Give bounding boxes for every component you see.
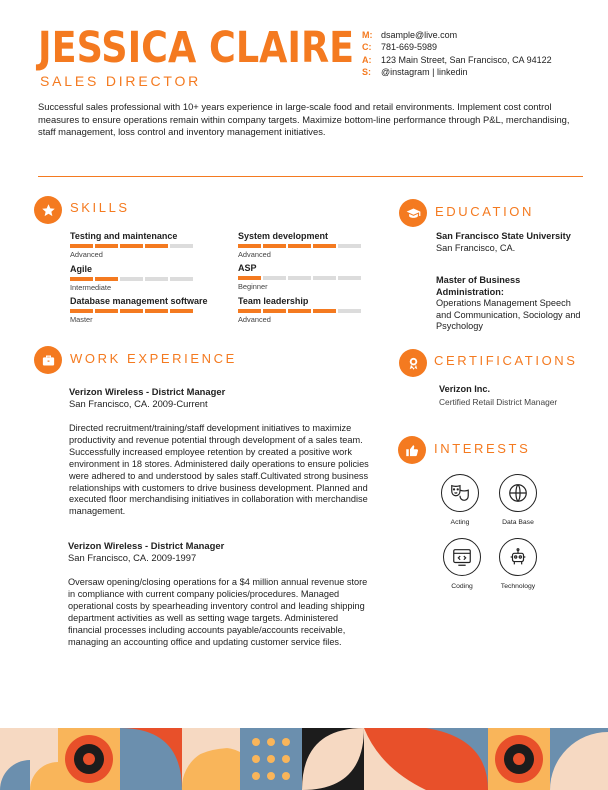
skill-name: Testing and maintenance (70, 231, 178, 241)
graduation-cap-icon (399, 199, 427, 227)
thumbs-up-icon (398, 436, 426, 464)
job-entry (68, 540, 368, 648)
skills-section-title: SKILLS (70, 200, 130, 215)
skill-item (238, 296, 362, 324)
education-detail: San Francisco, CA. (436, 242, 516, 253)
skill-bar-segment-filled (313, 244, 336, 248)
contact-value: @instagram | linkedin (381, 66, 468, 77)
contact-value: 123 Main Street, San Francisco, CA 94122 (381, 54, 552, 65)
job-title: Verizon Wireless - District Manager (69, 386, 226, 397)
skill-bar-segment-filled (238, 244, 261, 248)
skill-rating-bar (70, 244, 194, 248)
contact-key: S: (362, 66, 371, 77)
candidate-role: SALES DIRECTOR (40, 73, 202, 89)
skill-level: Beginner (238, 282, 268, 291)
contact-key: A: (362, 54, 372, 65)
contact-key: M: (362, 30, 373, 40)
job-title: Verizon Wireless - District Manager (68, 540, 225, 551)
skill-bar-segment-empty (288, 276, 311, 280)
header-divider (38, 176, 583, 177)
certification-entry (439, 383, 557, 409)
education-entry (436, 275, 586, 333)
skill-bar-segment-empty (120, 277, 143, 281)
skill-bar-segment-empty (170, 244, 193, 248)
skill-item (70, 264, 194, 292)
skill-bar-segment-filled (70, 309, 93, 313)
skill-level: Advanced (70, 250, 103, 259)
skill-rating-bar (238, 244, 362, 248)
footer-pattern-graphic (0, 728, 608, 790)
education-detail: Operations Management Speech and Communication, Sociology and Psychology (436, 298, 581, 332)
skill-bar-segment-filled (170, 309, 193, 313)
skill-bar-segment-filled (263, 244, 286, 248)
contact-phone (362, 41, 552, 53)
education-school: San Francisco State University (436, 231, 571, 241)
star-icon (34, 196, 62, 224)
skill-bar-segment-filled (288, 309, 311, 313)
robot-icon (499, 538, 537, 576)
skill-item (70, 231, 194, 259)
skill-bar-segment-filled (70, 277, 93, 281)
skill-bar-segment-empty (145, 277, 168, 281)
skill-bar-segment-empty (263, 276, 286, 280)
skill-bar-segment-empty (170, 277, 193, 281)
interest-item (488, 474, 548, 526)
education-section-title: EDUCATION (435, 204, 534, 219)
skill-level: Advanced (238, 250, 271, 259)
skill-item (238, 263, 362, 291)
briefcase-icon (34, 346, 62, 374)
interest-label: Technology (500, 583, 536, 590)
skill-bar-segment-filled (95, 244, 118, 248)
contact-social (362, 66, 552, 78)
skill-bar-segment-empty (338, 309, 361, 313)
skill-bar-segment-filled (95, 309, 118, 313)
interest-label: Coding (451, 583, 473, 590)
skill-bar-segment-filled (145, 244, 168, 248)
contact-address (362, 54, 552, 66)
skill-name: System development (238, 231, 329, 241)
skill-rating-bar (70, 277, 194, 281)
contact-email (362, 29, 552, 41)
skill-level: Advanced (238, 315, 271, 324)
skill-bar-segment-filled (120, 309, 143, 313)
education-entry (436, 231, 586, 254)
skill-name: ASP (238, 263, 257, 273)
skill-level: Intermediate (70, 283, 112, 292)
skill-name: Database management software (70, 296, 208, 306)
skill-bar-segment-filled (145, 309, 168, 313)
skill-rating-bar (238, 276, 362, 280)
skill-bar-segment-filled (70, 244, 93, 248)
job-entry (69, 386, 369, 518)
professional-summary: Successful sales professional with 10+ years experience in large-scale food and retail environments. Implement cost control measures to ensure operations remain within company targets. Maximize bottom-line performance through P&L, merchandising, staff management, loss control and inventory management initiatives. (38, 101, 570, 138)
skill-bar-segment-filled (238, 276, 261, 280)
job-description: Directed recruitment/training/staff development initiatives to maximize productivity and revenue potential through development of a sales team. Successfully increased employee retention by created a positive work environment in 18 stores. Administered daily operations to ensure policies were adhered to and understood by sales staff.Cultivated strong business relationships with customers to drive business development. Planned and executed floor merchandising initiatives in collaboration with merchandise management. (69, 423, 369, 517)
experience-section-title: WORK EXPERIENCE (70, 351, 237, 366)
skill-bar-segment-filled (238, 309, 261, 313)
certifications-section-title: CERTIFICATIONS (434, 353, 578, 368)
contact-key: C: (362, 42, 372, 53)
job-description: Oversaw opening/closing operations for a $4 million annual revenue store in compliance with current company policies/procedures. Managed operational costs by spearheading inventory control and leading shipping department activities as well as setting wage targets. Administered financial processes including accounts payable/accounts receivable, managing an accounting office and updating customer service files. (68, 577, 368, 647)
candidate-name: JESSICA CLAIRE (38, 23, 355, 73)
skill-rating-bar (70, 309, 220, 313)
skill-bar-segment-empty (313, 276, 336, 280)
skill-bar-segment-empty (338, 244, 361, 248)
skill-bar-segment-filled (120, 244, 143, 248)
skill-bar-segment-filled (288, 244, 311, 248)
contact-block (362, 29, 552, 78)
skill-item (70, 296, 220, 324)
skill-level: Master (70, 315, 93, 324)
skill-name: Team leadership (238, 296, 309, 306)
skill-item (238, 231, 362, 259)
code-window-icon (443, 538, 481, 576)
interest-item (430, 474, 490, 526)
skill-bar-segment-empty (338, 276, 361, 280)
contact-value: dsample@live.com (381, 30, 458, 40)
theater-masks-icon (441, 474, 479, 512)
skill-bar-segment-filled (313, 309, 336, 313)
interests-section-title: INTERESTS (434, 441, 531, 456)
interest-label: Acting (450, 519, 470, 526)
skill-bar-segment-filled (263, 309, 286, 313)
certification-company: Verizon Inc. (439, 384, 491, 394)
skill-name: Agile (70, 264, 93, 274)
skill-bar-segment-filled (95, 277, 118, 281)
interest-item (432, 538, 492, 590)
award-icon (399, 349, 427, 377)
skill-rating-bar (238, 309, 362, 313)
decorative-footer-pattern (0, 728, 608, 790)
job-location: San Francisco, CA. 2009-1997 (68, 552, 197, 563)
contact-value: 781-669-5989 (381, 42, 438, 53)
globe-icon (499, 474, 537, 512)
job-location: San Francisco, CA. 2009-Current (69, 398, 208, 409)
interest-item (488, 538, 548, 590)
interest-label: Data Base (502, 519, 534, 526)
education-degree: Master of Business Administration: (436, 275, 521, 297)
certification-name: Certified Retail District Manager (439, 397, 558, 407)
